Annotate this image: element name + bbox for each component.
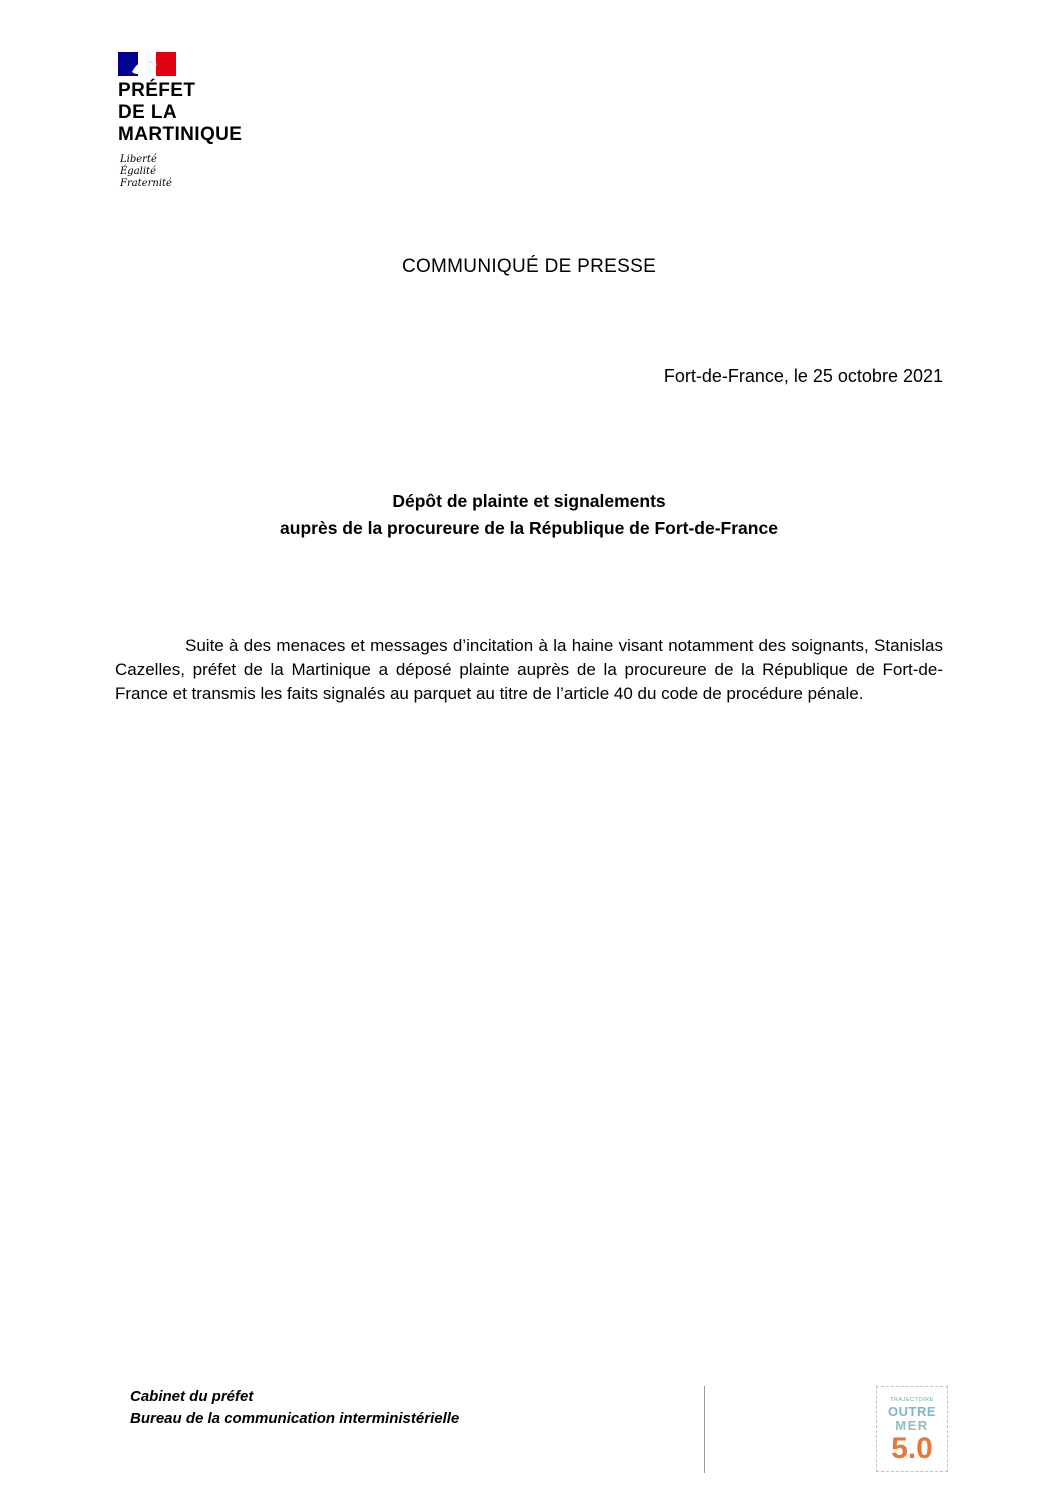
footer-line-cabinet: Cabinet du préfet bbox=[130, 1388, 254, 1405]
subject-heading bbox=[0, 488, 1058, 542]
footer-signature bbox=[130, 1386, 459, 1430]
motto-liberte: Liberté bbox=[120, 154, 157, 165]
motto-fraternite: Fraternité bbox=[120, 178, 172, 189]
outremer-small-text: TRAJECTOIRE bbox=[890, 1397, 934, 1403]
prefet-title-line-3: MARTINIQUE bbox=[118, 124, 243, 145]
body-text bbox=[115, 634, 943, 706]
marianne-flag-icon bbox=[118, 52, 176, 76]
footer-divider bbox=[704, 1386, 705, 1473]
outremer-word-mer: MER bbox=[895, 1418, 929, 1433]
outremer-word-outre: OUTRE bbox=[888, 1404, 936, 1419]
motto-egalite: Égalité bbox=[120, 166, 156, 177]
prefet-title-line-1: PRÉFET bbox=[118, 80, 196, 101]
prefet-title-line-2: DE LA bbox=[118, 102, 177, 123]
date-line: Fort-de-France, le 25 octobre 2021 bbox=[663, 366, 943, 386]
outremer-logo bbox=[876, 1386, 948, 1472]
document-title: COMMUNIQUÉ DE PRESSE bbox=[401, 256, 657, 277]
subject-line-1: Dépôt de plainte et signalements bbox=[392, 491, 666, 511]
subject-line-2: auprès de la procureure de la République de Fort-de-France bbox=[280, 518, 778, 538]
body-paragraph: Suite à des menaces et messages d’incitation à la haine visant notamment des soignants, Stanislas Cazelles, préfet de la Martinique a déposé plainte auprès de la procureure de la République de Fort-de-France et transmis les faits signalés au parquet au titre de l’article 40 du code de procédure pénale. bbox=[115, 636, 943, 703]
footer-line-bureau: Bureau de la communication interministérielle bbox=[130, 1410, 460, 1427]
prefet-logo bbox=[108, 36, 276, 208]
outremer-version: 5.0 bbox=[891, 1432, 933, 1465]
